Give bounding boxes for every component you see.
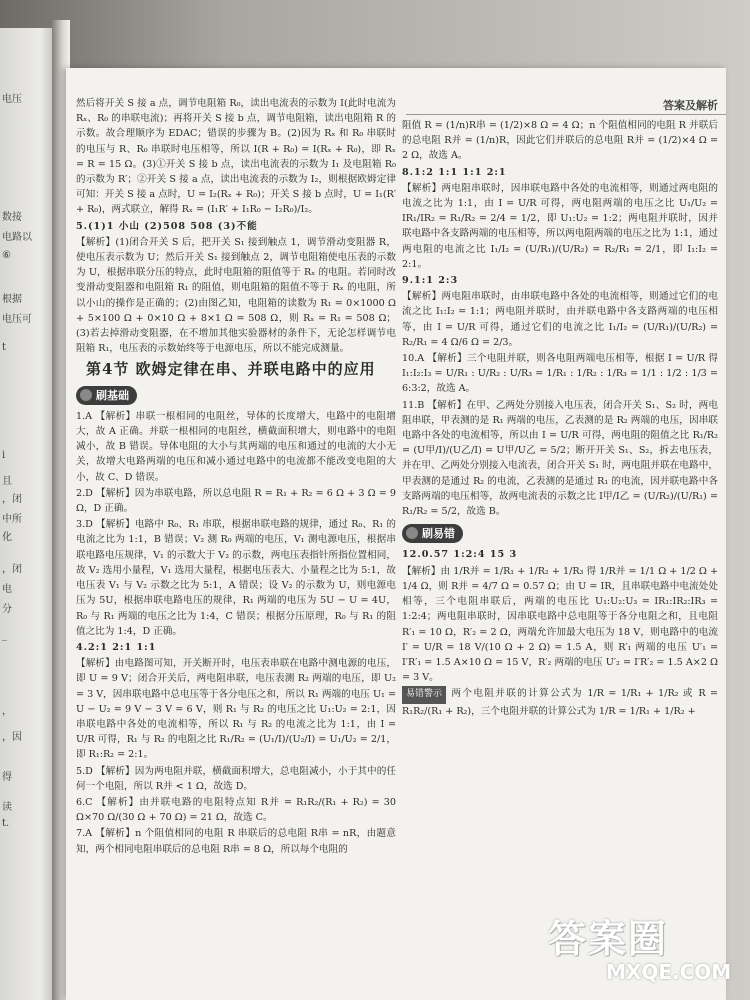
left-page-fragment: 且 (2, 476, 12, 487)
left-page-fragment: 化 (2, 532, 12, 543)
intro-paragraph: 然后将开关 S 接 a 点，调节电阻箱 R₀，读出电流表的示数为 I(此时电流为 Rₓ、R₀ 的串联电流)；再将开关 S 接 b 点，调节电阻箱，读出电阻箱 R 的示数。故合理顺序为 EDAC；错误的步骤为 B。(2)因为 Rₓ 和 R₀ 串联时的电压与 R、R₀ 串联时电压相等，所以 I(R + R₀) = I(Rₓ + R₀)，即 Rₓ = R = 15 Ω。(3)①开关 S 接 b 点，读出电流表的示数为 I₁ 及电阻箱 R₀ 的示数为 R′；②开关 S 接 a 点，读出电流表的示数为 I₂，则根据欧姆定律可知：开关 S 接 a 点时，U = I₂(Rₓ + R₀)；开关 S 接 b 点时，U = I₁(R′ + R₀)，两式联立，解得 Rₓ = (I₁R′ + I₁R₀ − I₂R₀)/I₂。 (76, 98, 396, 216)
page-header (406, 96, 726, 115)
q12-answer: 12.0.57 1:2:4 15 3 (402, 549, 518, 561)
left-page-fragment: ，闭 (2, 494, 22, 505)
q5b-explanation: 5.D 【解析】因为两电阻并联，横截面积增大，总电阻减小，小于其中的任何一个电阻，所以 R并 < 1 Ω，故选 D。 (76, 765, 396, 792)
left-page-fragment: 得 (2, 772, 12, 783)
q7-continued: 阻值 R = (1/n)R串 = (1/2)×8 Ω = 4 Ω；n 个阻值相同的电阻 R 并联后的总电阻 R并 = (1/n)R，因此它们并联后的总电阻 R并 = (1/2)×4 Ω = 2 Ω，故选 A。 (402, 120, 718, 162)
badge-basic: 刷基础 (76, 386, 137, 405)
left-page-fragment: 根据 (2, 294, 22, 305)
q9-explanation: 【解析】两电阻串联时，由串联电路中各处的电流相等，则通过它们的电流之比 I₁:I₂ = 1:1；两电阻并联时，由并联电路中各支路两端的电压相等，由 I = U/R 可得，通过它们的电流之比 I₁/I₂ = (U/R₁)/(U/R₂) = R₂/R₁ = 4 Ω/6 Ω = 2/3。 (402, 291, 718, 348)
q5-explanation: 【解析】(1)闭合开关 S 后，把开关 S₁ 接到触点 1，调节滑动变阻器 R，使电压表示数为 U；然后开关 S₁ 接到触点 2，调节电阻箱使电压表的示数为 U，根据串联分压的特点，此时电阻箱的阻值等于 Rₓ 的电阻。若同时改变滑动变阻器和电阻箱 R₁ 的阻值，则电阻箱的阻值不等于 Rₓ 的电阻，所以小山的操作是正确的；(2)由图乙知，电阻箱的读数为 R₁ = 0×1000 Ω + 5×100 Ω + 0×10 Ω + 8×1 Ω = 508 Ω，则 Rₓ = R₁ = 508 Ω；(3)若去掉滑动变阻器，在不增加其他实验器材的条件下，无论怎样调节电阻箱 R₁，电压表的示数始终等于电源电压，所以不能完成测量。 (76, 236, 396, 355)
q10-explanation: 10.A 【解析】三个电阻并联，则各电阻两端电压相等，根据 I = U/R 得 I₁:I₂:I₃ = U/R₁ : U/R₂ : U/R₃ = 1/R₁ : 1/R₂ : 1/R₃ = 1/1 : 1/2 : 1/3 = 6:3:2，故选 A。 (402, 353, 718, 395)
q11-explanation: 11.B 【解析】在甲、乙两处分别接入电压表，闭合开关 S₁、S₂ 时，两电阻串联，甲表测的是 R₁ 两端的电压，乙表测的是 R₂ 两端的电压，因串联电路中各处的电流相等，所以由 I = U/R 可得，两电阻的阻值之比 R₁/R₂ = (U甲/I)/(U乙/I) = U甲/U乙 = 5/2；断开开关 S₁、S₂，拆去电压表，并在甲、乙两处分别接入电流表，闭合开关 S₁ 时，两电阻并联在电路中，甲表测的是通过 R₂ 的电流，乙表测的是通过 R₁ 的电流，因并联电路中各支路两端的电压相等，故两电流表的示数之比 I甲/I乙 = (U/R₂)/(U/R₁) = R₁/R₂ = 5/2，故选 B。 (402, 399, 718, 518)
left-page-fragment: 电 (2, 584, 12, 595)
right-column (402, 118, 718, 720)
q4-explanation: 【解析】由电路图可知，开关断开时，电压表串联在电路中测电源的电压，即 U = 9 V；闭合开关后，两电阻串联，电压表测 R₂ 两端的电压，即 U₂ = 3 V，因串联电路中总电压等于各分电压之和，所以 R₁ 两端的电压 U₁ = U − U₂ = 9 V − 3 V = 6 V，则 R₁ 与 R₂ 的电压之比 U₁:U₂ = 2:1，因串联电路中各处的电流相等，所以 R₁ 与 R₂ 的电流之比为 1:1，由 I = U/R 可得，R₁ 与 R₂ 的电阻之比 R₁/R₂ = (U₁/I)/(U₂/I) = U₁/U₂ = 2/1，即 R₁:R₂ = 2:1。 (76, 658, 396, 761)
q4-answer: 4.2:1 2:1 1:1 (76, 641, 157, 653)
tip-label: 易错警示 (402, 686, 446, 703)
tip-text: 两个电阻并联的计算公式为 1/R = 1/R₁ + 1/R₂ 或 R = R₁R₂/(R₁ + R₂)，三个电阻并联的计算公式为 1/R = 1/R₁ + 1/R₂ + (402, 688, 718, 717)
q6-explanation: 6.C 【解析】由并联电路的电阻特点知 R并 = R₁R₂/(R₁ + R₂) = 30 Ω×70 Ω/(30 Ω + 70 Ω) = 21 Ω，故选 C。 (76, 796, 396, 824)
left-page-fragment: i (2, 450, 6, 461)
left-page-fragment: 电路以 (2, 232, 32, 243)
q1-explanation: 1.A 【解析】串联一根相同的电阻丝，导体的长度增大，电路中的电阻增大，故 A 正确。并联一根相同的电阻丝，横截面积增大，则电路中的电阻减小，故 B 错误。导体电阻的大小与其两端的电压和通过的电流的大小无关，故增大电路两端的电压和减小通过电路中的电流都不能改变电阻的大小，故 C、D 错误。 (76, 410, 396, 483)
badge-mistake: 刷易错 (402, 524, 463, 543)
header-label: 答案及解析 (663, 99, 718, 112)
left-column (76, 96, 396, 858)
watermark-text: 答案圈 (548, 917, 669, 961)
left-page-fragment: t. (2, 818, 10, 829)
answer-page (66, 68, 726, 1000)
q8-explanation: 【解析】两电阻串联时，因串联电路中各处的电流相等，则通过两电阻的电流之比为 1:1，由 I = U/R 可得，两电阻两端的电压之比 U₁/U₂ = IR₁/IR₂ = R₁/R₂ = 2/4 = 1/2，即 U₁:U₂ = 1:2；两电阻并联时，因并联电路中各支路两端的电压相等，所以两电阻两端的电压之比为 1:1，通过两电阻的电流之比 I₁/I₂ = (U/R₁)/(U/R₂) = R₂/R₁ = 2/1，即 I₁:I₂ = 2:1。 (402, 182, 718, 270)
q7-explanation: 7.A 【解析】n 个阻值相同的电阻 R 串联后的总电阻 R串 = nR，由题意知，两个相同电阻串联后的总电阻 R串 = 8 Ω，所以每个电阻的 (76, 828, 396, 855)
left-page-fragment: 中所 (2, 514, 22, 525)
q12-explanation: 【解析】由 1/R并 = 1/R₁ + 1/R₂ + 1/R₃ 得 1/R并 = 1/1 Ω + 1/2 Ω + 1/4 Ω，则 R并 = 4/7 Ω = 0.57 Ω；由 U = IR，且串联电路中电流处处相等，三个电阻串联后，两端的电压比 U₁:U₂:U₃ = IR₁:IR₂:IR₃ = 1:2:4；两电阻串联时，因串联电路中总电阻等于各分电阻之和，且电阻 R′₁ = 10 Ω，R′₂ = 2 Ω，两端允许加最大电压为 18 V，则电路中的电流 I′ = U/R = 18 V/(10 Ω + 2 Ω) = 1.5 A，则 R′₁ 两端的电压 U′₁ = I′R′₁ = 1.5 A×10 Ω = 15 V，R′₂ 两端的电压 U′₂ = I′R′₂ = 1.5 A×2 Ω = 3 V。 (402, 565, 718, 684)
left-page-fragment: 电压可 (2, 314, 32, 325)
watermark-logo (548, 908, 748, 1000)
left-page-fragment: t (2, 342, 7, 353)
q9-answer: 9.1:1 2:3 (402, 275, 459, 287)
left-page-fragment: ， (2, 706, 12, 717)
left-page-fragment: ⑥ (2, 250, 11, 261)
q2-explanation: 2.D 【解析】因为串联电路，所以总电阻 R = R₁ + R₂ = 6 Ω + 3 Ω = 9 Ω，D 正确。 (76, 487, 396, 515)
left-page-fragment: 数接 (2, 212, 22, 223)
left-page-fragment: ，因 (2, 732, 22, 743)
q8-answer: 8.1:2 1:1 1:1 2:1 (402, 166, 507, 178)
q3-explanation: 3.D 【解析】电路中 R₀、R₁ 串联，根据串联电路的规律，通过 R₀、R₁ 的电流之比为 1:1，B 错误；V₂ 测 R₀ 两端的电压，V₁ 测电源电压，根据串联电路电压规律，V₁ 的示数大于 V₂ 的示数，两电压表指针所指位置相同，故 V₂ 选用小量程，V₁ 选用大量程，根据电压表大、小量程之比为 5:1，故电压表 V₁ 与 V₂ 示数之比为 5:1，A 错误；设 V₂ 的示数为 U，则电源电压为 5U，根据串联电路电压的规律，R₁ 两端的电压为 5U − U = 4U，R₀ 与 R₁ 两端的电压之比为 1:4，C 错误；根据分压原理，R₀ 与 R₁ 的阻值之比为 1:4，D 正确。 (76, 519, 396, 637)
q5-answer: 5.(1)1 小山 (2)508 508 (3)不能 (76, 220, 258, 232)
left-page-fragment: 读 (2, 802, 12, 813)
left-page-fragment: _ (2, 630, 7, 641)
left-page-edge (0, 28, 58, 1000)
section-title: 第4节 欧姆定律在串、并联电路中的应用 (86, 360, 376, 379)
left-page-fragment: 分 (2, 604, 12, 615)
left-page-fragment: 电压 (2, 94, 22, 105)
mistake-tip (402, 686, 718, 718)
left-page-fragment: ，闭 (2, 564, 22, 575)
watermark-url: MXQE.COM (606, 960, 732, 984)
